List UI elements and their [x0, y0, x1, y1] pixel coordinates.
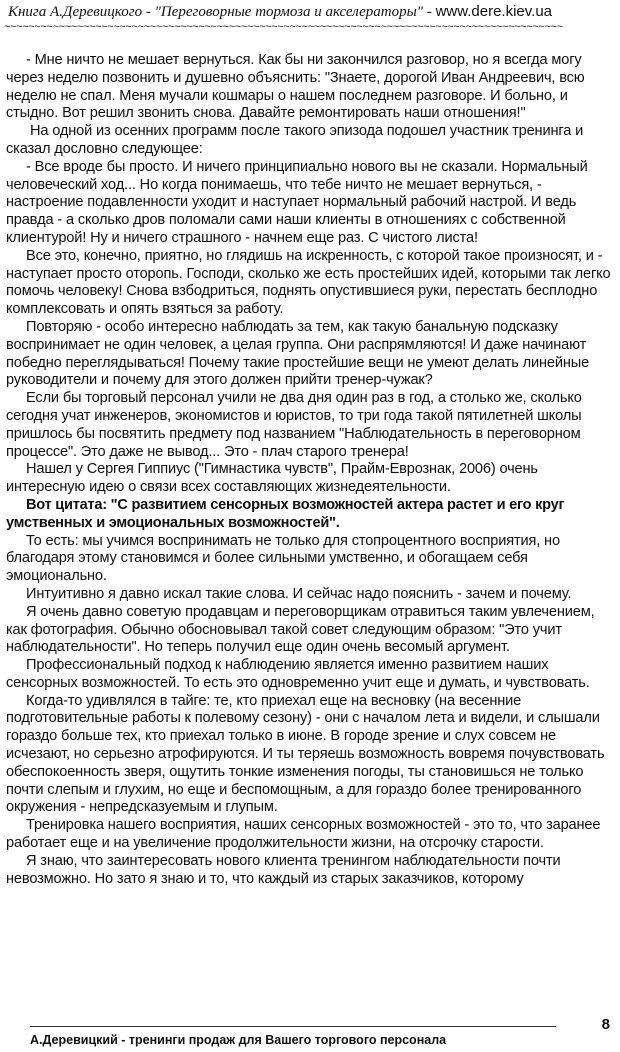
site-link[interactable]: www.dere.kiev.ua: [435, 3, 553, 20]
paragraph: Если бы торговый персонал учили не два дня один раз в год, а столько же, сколько сегодня учат инженеров, экономистов и юристов, то три года такой пятилетней школы пришлось бы посвятить предмету под названием "Наблюдательность в переговорном процессе". Это даже не вывод... Это - плач старого тренера!: [6, 390, 582, 460]
book-title: Книга А.Деревицкого - "Переговорные тормоза и акселераторы" -: [8, 4, 436, 20]
paragraph: - Мне ничто не мешает вернуться. Как бы ни закончился разговор, но я всегда могу через неделю позвонить и душевно объяснить: "Знаете, дорогой Иван Андреевич, всю неделю не спал. Меня мучали кошмары о нашем последнем разговоре. И больно, и стыдно. Вот решил звонить снова. Давайте ремонтировать наши отношения!": [6, 52, 585, 122]
running-footer: А.Деревицкий - тренинги продаж для Вашего торгового персонала: [30, 1033, 447, 1047]
paragraph: На одной из осенних программ после такого эпизода подошел участник тренинга и сказал дословно следующее:: [6, 123, 584, 157]
page-number: 8: [601, 1016, 610, 1033]
paragraph: Я очень давно советую продавцам и переговорщикам отравиться таким увлечением, как фотография. Обычно обосновывал такой совет следующим образом: "Это учит наблюдательности". Но теперь получил еще один очень весомый аргумент.: [6, 603, 595, 656]
header-divider: ~~~~~~~~~~~~~~~~~~~~~~~~~~~~~~~~~~~~~~~~~~~~~~~~~~~~~~~~~~~~~~~~~~~~~~~~~~~~~~~~~~~~~~~~~~~~: [4, 22, 563, 33]
paragraph: Я знаю, что заинтересовать нового клиента тренингом наблюдательности почти невозможно. Но зато я знаю и то, что каждый из старых заказчиков, которому: [6, 852, 561, 887]
paragraph: Все это, конечно, приятно, но глядишь на искренность, с которой такое произносят, и - наступает просто оторопь. Господи, сколько же есть простейших идей, которыми так легко помочь человеку! Снова взбодриться, поднять опустившиеся руки, перестать бесплодно комплексовать и опять взяться за работу.: [6, 247, 611, 318]
paragraph: Когда-то удивлялся в тайге: те, кто приехал еще на весновку (на весенние подготовительные работы к полевому сезону) - они с началом лета и видели, и слышали гораздо больше тех, кто приехал только в июне. В городе зрение и слух совсем не исчезают, но серьезно атрофируются. И ты теряешь возможность вовремя почувствовать обеспокоенность зверя, ощутить тонкие изменения погоды, ты становишься не только почти слепым и глухим, но еще и беспомощным, а для гораздо более тренированного окружения - непредсказуемым и глупым.: [6, 692, 605, 816]
paragraph: - Все вроде бы просто. И ничего принципиально нового вы не сказали. Нормальный человеческий ход... Но когда понимаешь, что тебе ничто не мешает вернуться, - настроение подавленности уходит и наступает нормальный рабочий настрой. И ведь правда - а сколько дров поломали сами наши клиенты в отношениях с собственной клиентурой! Ну и ничего страшного - начнем еще раз. С чистого листа!: [6, 158, 588, 246]
page-body: [6, 52, 616, 888]
paragraph: То есть: мы учимся воспринимать не только для стопроцентного восприятия, но благодаря этому становимся и более сильными умственно, и обогащаем себя эмоционально.: [6, 532, 560, 585]
paragraph: Интуитивно я давно искал такие слова. И сейчас надо пояснить - зачем и почему.: [26, 585, 572, 602]
quote-paragraph: Вот цитата: "С развитием сенсорных возможностей актера растет и его круг умственных и эмоциональных возможностей".: [6, 496, 565, 531]
paragraph: Тренировка нашего восприятия, наших сенсорных возможностей - это то, что заранее работает еще и на увеличение продолжительности жизни, на отсрочку старости.: [6, 817, 601, 852]
paragraph: Повторяю - особо интересно наблюдать за тем, как такую банальную подсказку воспринимает не один человек, а целая группа. Они распрямляются! И даже начинают победно переглядываться! Почему такие простейшие вещи не умеют делать линейные руководители и почему для этого должен прийти тренер-чужак?: [6, 318, 590, 389]
running-header: [8, 3, 612, 21]
paragraph: Нашел у Сергея Гиппиус ("Гимнастика чувств", Прайм-Еврознак, 2006) очень интересную идею о связи всех составляющих жизнедеятельности.: [6, 461, 538, 496]
paragraph: Профессиональный подход к наблюдению является именно развитием наших сенсорных возможностей. То есть это одновременно учит еще и думать, и чувствовать.: [6, 657, 590, 691]
footer-divider: [30, 1026, 556, 1027]
